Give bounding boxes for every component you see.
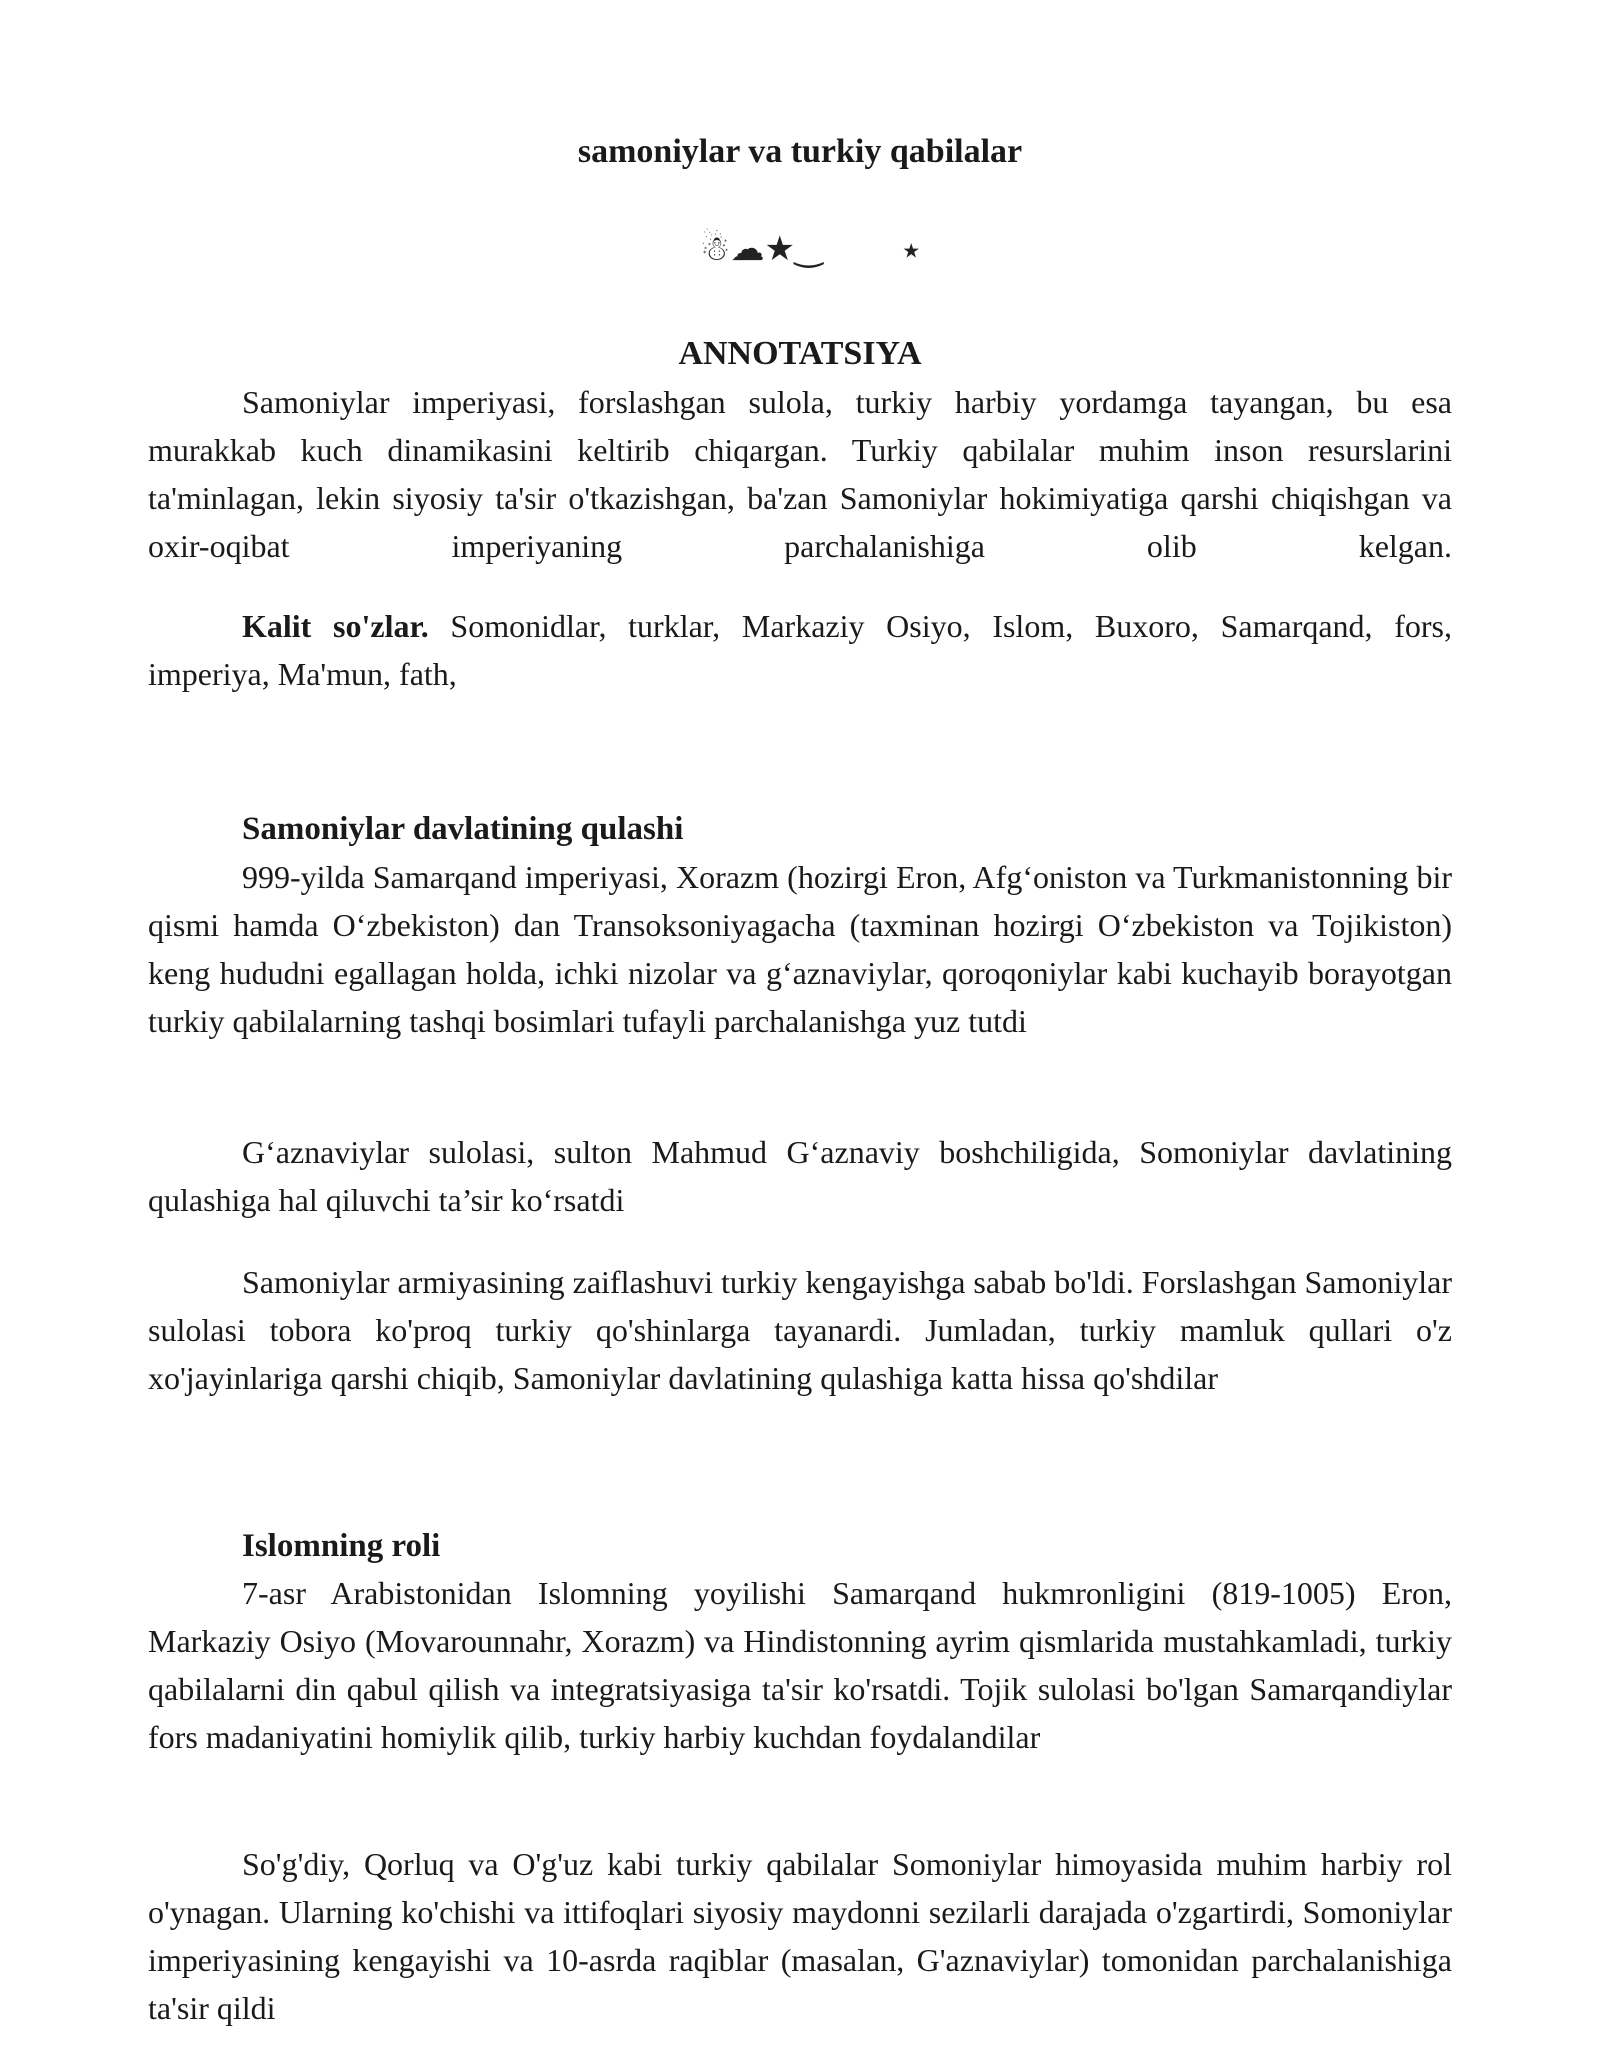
keywords-label: Kalit so'zlar. — [242, 608, 429, 644]
section-heading-collapse: Samoniylar davlatining qulashi — [242, 811, 684, 847]
section-collapse-paragraph-2 — [148, 1128, 1452, 1224]
annotation-paragraph: Samoniylar imperiyasi, forslashgan sulola, turkiy harbiy yordamga tayangan, bu esa murakkab kuch dinamikasini keltirib chiqargan. Turkiy qabilalar muhim inson resurslarini ta'minlagan, lekin siyosiy ta'sir o'tkazishgan, ba'zan Samoniylar hokimiyatiga qarshi chiqishgan va oxir-oqibat imperiyaning parchalanishiga olib kelgan. — [148, 384, 1452, 564]
ornament-icons: ☃☁★‿ — [700, 229, 823, 269]
keywords-paragraph — [148, 602, 1452, 698]
annotation-heading: ANNOTATSIYA — [678, 335, 922, 372]
paragraph: 999-yilda Samarqand imperiyasi, Xorazm (hozirgi Eron, Afg‘oniston va Turkmanistonning bir qismi hamda O‘zbekiston) dan Transoksoniyagacha (taxminan hozirgi O‘zbekiston va Tojikiston) keng hududni egallagan holda, ichki nizolar va g‘aznaviylar, qoroqoniylar kabi kuchayib borayotgan turkiy qabilalarning tashqi bosimlari tufayli parchalanishga yuz tutdi — [148, 859, 1452, 1039]
paragraph: 7-asr Arabistonidan Islomning yoyilishi Samarqand hukmronligini (819-1005) Eron, Markaziy Osiyo (Movarounnahr, Xorazm) va Hindistonning ayrim qismlarida mustahkamladi, turkiy qabilalarni din qabul qilish va integratsiyasiga ta'sir ko'rsatdi. Tojik sulolasi bo'lgan Samarqandiylar fors madaniyatini homiylik qilib, turkiy harbiy kuchdan foydalandilar — [148, 1575, 1452, 1755]
section-heading-islam: Islomning roli — [242, 1528, 441, 1564]
paragraph: So'g'diy, Qorluq va O'g'uz kabi turkiy qabilalar Somoniylar himoyasida muhim harbiy rol o'ynagan. Ularning ko'chishi va ittifoqlari siyosiy maydonni sezilarli darajada o'zgartirdi, Somoniylar imperiyasining kengayishi va 10-asrda raqiblar (masalan, G'aznaviylar) tomonidan parchalanishiga ta'sir qildi — [148, 1846, 1452, 2026]
star-icon: ★ — [902, 238, 921, 263]
keywords-block — [148, 602, 1452, 698]
section-islam-paragraph-1 — [148, 1569, 1452, 1761]
document-title: samoniylar va turkiy qabilalar — [577, 133, 1023, 170]
paragraph: Samoniylar armiyasining zaiflashuvi turkiy kengayishga sabab bo'ldi. Forslashgan Samoniylar sulolasi tobora ko'proq turkiy qo'shinlarga tayanardi. Jumladan, turkiy mamluk qullari o'z xo'jayinlariga qarshi chiqib, Samoniylar davlatining qulashiga katta hissa qo'shdilar — [148, 1264, 1452, 1396]
paragraph: G‘aznaviylar sulolasi, sulton Mahmud G‘aznaviy boshchiligida, Somoniylar davlatining qulashiga hal qiluvchi ta’sir ko‘rsatdi — [148, 1134, 1452, 1218]
section-collapse-paragraph-3 — [148, 1258, 1452, 1402]
section-collapse-paragraph-1 — [148, 853, 1452, 1045]
decorative-ornament — [700, 225, 920, 275]
keywords-text: Somonidlar, turklar, Markaziy Osiyo, Islom, Buxoro, Samarqand, fors, imperiya, Ma'mun, fath, — [148, 608, 1453, 692]
annotation-block — [148, 378, 1452, 570]
section-islam-paragraph-2 — [148, 1840, 1452, 2032]
